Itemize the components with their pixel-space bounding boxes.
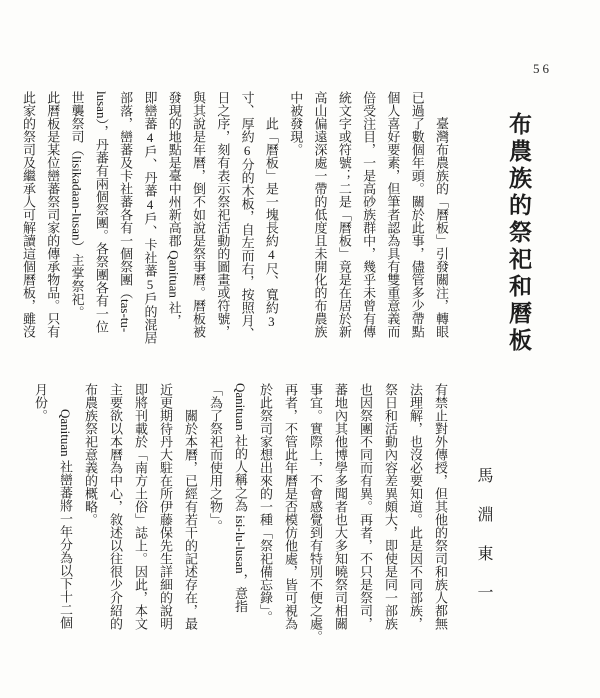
text-column: 個人喜好要素，但筆者認為具有雙重意義而 <box>385 91 401 338</box>
text-column: 即將刊載於「南方土俗」誌上。因此，本文 <box>133 383 148 630</box>
text-column: 事宜。實際上，不會感覺到有特別不便之處。 <box>308 383 323 643</box>
text-column: 臺灣布農族的「曆板」引發關注，轉眼 <box>434 91 449 338</box>
article-title: 布農族的祭祀和曆板 <box>506 112 531 355</box>
text-column: 於此祭司家想出來的一種「祭祀備忘錄」。 <box>258 383 273 624</box>
text-column: Qanituan 社的人稱之為 isi-lu-lusan，意指 <box>233 383 248 613</box>
text-column: 再者，不管此年曆是否模仿他處，皆可視為 <box>283 383 298 630</box>
text-column: 蕃地內其他博學多聞者也大多知曉祭司相關 <box>333 383 348 630</box>
text-column: 布農族祭祀意義的概略。 <box>83 383 98 526</box>
text-column: 此家的祭司及繼承人可解讀這個曆板，雖沒 <box>20 91 36 338</box>
text-column: 祭日和活動內容差異頗大，即使是同一部族 <box>383 383 398 630</box>
text-column: 關於本曆，已經有若干的記述存在，最 <box>183 383 198 630</box>
text-column: 寸、厚約6分的木板，自左而右，按照月、 <box>239 91 255 340</box>
text-column: 已過了數個年頭。關於此事，儘管多少帶點 <box>409 91 425 338</box>
text-column: lusan），丹蕃有兩個祭團。各祭團各有一位 <box>93 91 109 333</box>
text-column: 中被發現。 <box>288 91 304 156</box>
text-column: 倍受注目，一是高砂族群中，幾乎未曾有傳 <box>361 91 377 338</box>
text-column: 此「曆板」是一塊長約4尺、寬約3 <box>263 91 279 329</box>
text-column: Qanituan 社巒蕃將一年分為以下十二個 <box>58 383 73 629</box>
page-number: 56 <box>533 61 552 76</box>
text-column: 法理解，也沒必要知道。此是因不同部族， <box>408 383 423 630</box>
text-column: 近更期待丹大駐在所伊藤保先生詳細的說明 <box>158 383 173 630</box>
text-column: 發現的地點是臺中州新高郡 Qanituan 社， <box>166 91 182 328</box>
author-name: 馬淵東一 <box>475 467 492 623</box>
text-column: 日之序，刻有表示祭祀活動的圖畫或符號， <box>215 91 231 338</box>
text-column: 部落，巒蕃及卡社蕃各有一個祭團（tas-tu- <box>118 91 134 333</box>
text-column: 月份。 <box>33 383 48 422</box>
text-column: 主要欲以本曆為中心，敘述以往很少介紹的 <box>108 383 123 630</box>
text-column: 即巒蕃4戶、丹蕃4戶、卡社蕃5戶的混居 <box>142 91 158 344</box>
body-text-block-top <box>16 91 453 343</box>
text-column: 高山偏遠深處一帶的低度且未開化的布農族 <box>312 91 328 338</box>
text-column: 「為了祭祀而使用之物」。 <box>208 383 223 533</box>
text-column: 世襲祭司（lisikadaan-lusan）主掌祭祀。 <box>69 91 85 319</box>
text-column: 有禁止對外傳授，但其他的祭司和族人都無 <box>433 383 448 630</box>
text-column: 與其說是年曆，倒不如說是祭事曆。曆板被 <box>191 91 207 338</box>
text-column: 也因祭團不同而有異。再者，不只是祭司， <box>358 383 373 630</box>
text-column: 此曆板是某位巒蕃祭司家的傳承物品。只有 <box>45 91 61 338</box>
body-text-block-bottom <box>28 383 453 643</box>
text-column: 統文字或符號；二是「曆板」竟是在居於新 <box>336 91 352 338</box>
